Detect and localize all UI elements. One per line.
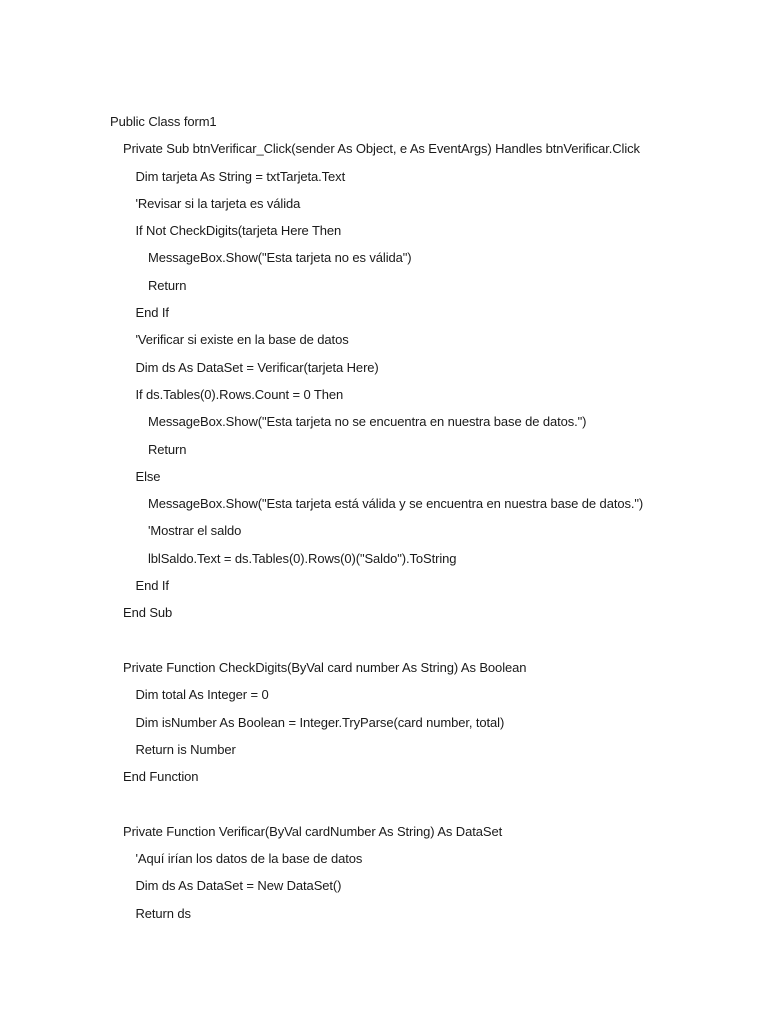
code-line: Private Function CheckDigits(ByVal card number As String) As Boolean [123,659,527,675]
code-line: Public Class form1 [110,114,217,129]
code-line: Dim isNumber As Boolean = Integer.TryParse(card number, total) [135,714,505,730]
code-line: Return [148,277,187,293]
code-line: Dim tarjeta As String = txtTarjeta.Text [135,168,346,184]
code-line: Else [135,468,161,484]
code-line: Dim ds As DataSet = New DataSet() [135,878,342,894]
blank-line [110,631,750,658]
code-line: Dim total As Integer = 0 [135,687,269,703]
code-line: Private Function Verificar(ByVal cardNumber As String) As DataSet [123,823,503,839]
code-line: If Not CheckDigits(tarjeta Here Then [135,223,342,239]
code-line: Return is Number [135,741,236,757]
code-line: End Function [123,769,199,785]
code-line: MessageBox.Show("Esta tarjeta está válida y se encuentra en nuestra base de datos.") [148,496,644,512]
code-listing [110,112,750,931]
code-line: Private Sub btnVerificar_Click(sender As Object, e As EventArgs) Handles btnVerificar.Click [123,141,640,157]
code-line: Return ds [135,905,191,921]
code-line: End If [135,305,169,321]
code-comment-line: 'Verificar si existe en la base de datos [135,332,349,348]
code-line: lblSaldo.Text = ds.Tables(0).Rows(0)("Saldo").ToString [148,550,457,566]
code-line: MessageBox.Show("Esta tarjeta no es válida") [148,250,412,266]
code-line: If ds.Tables(0).Rows.Count = 0 Then [135,386,344,402]
code-line: MessageBox.Show("Esta tarjeta no se encuentra en nuestra base de datos.") [148,414,587,430]
code-line: End If [135,578,169,594]
code-line: Return [148,441,187,457]
code-line: End Sub [123,605,173,621]
code-comment-line: 'Revisar si la tarjeta es válida [135,195,301,211]
code-comment-line: 'Mostrar el saldo [148,523,242,539]
blank-line [110,794,750,821]
code-comment-line: 'Aquí irían los datos de la base de datos [135,851,363,867]
code-line: Dim ds As DataSet = Verificar(tarjeta Here) [135,359,379,375]
